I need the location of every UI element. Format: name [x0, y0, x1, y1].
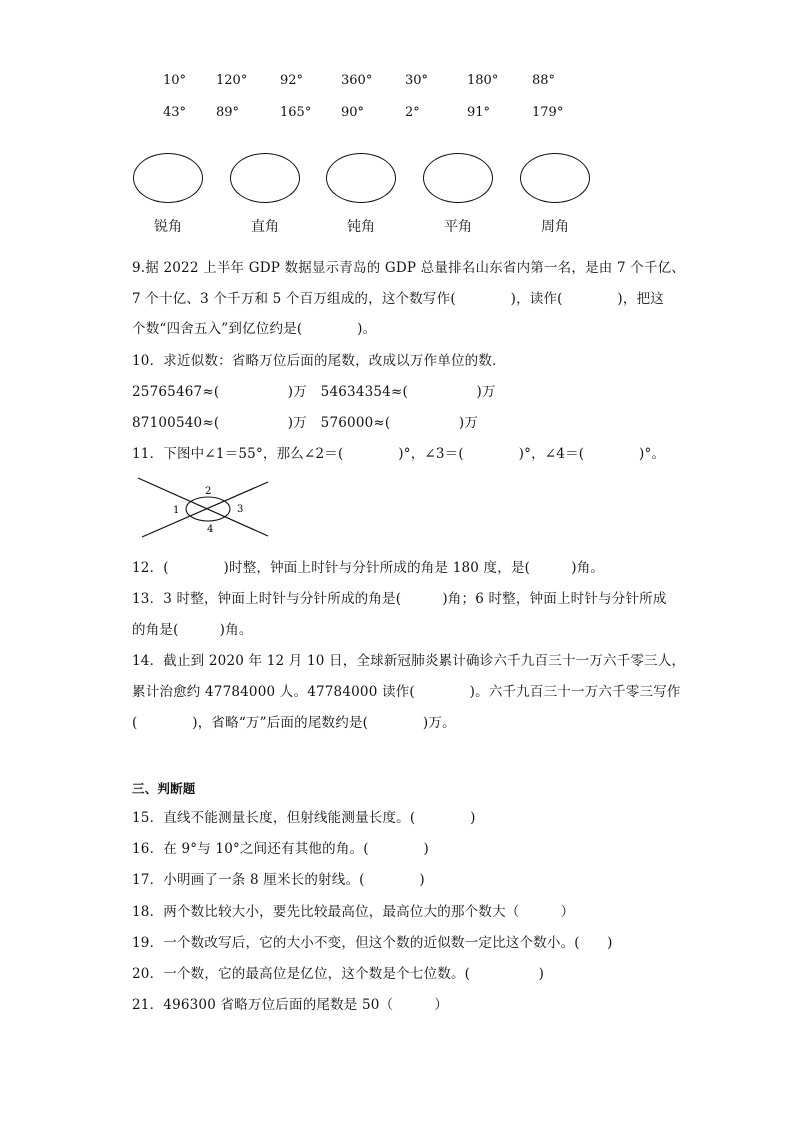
- right-angle-ellipse[interactable]: [230, 153, 300, 203]
- question-line: ( )，省略“万”后面的尾数约是( )万。: [132, 715, 456, 731]
- angle-value: 89°: [216, 105, 240, 120]
- judgment-item: 16．在 9°与 10°之间还有其他的角。( ): [132, 841, 429, 857]
- question-line: 25765467≈( )万 54634354≈( )万: [132, 384, 496, 400]
- question-title: 10．求近似数：省略万位后面的尾数，改成以万作单位的数．: [132, 353, 506, 369]
- angle-value: 90°: [341, 105, 365, 120]
- angle-value: 10°: [163, 73, 187, 88]
- obtuse-angle-ellipse[interactable]: [326, 153, 396, 203]
- category-label: 直角: [251, 219, 279, 235]
- judgment-item: 17．小明画了一条 8 厘米长的射线。( ): [132, 872, 425, 888]
- angle-label-3: 3: [237, 504, 244, 515]
- judgment-item: 15．直线不能测量长度，但射线能测量长度。( ): [132, 810, 476, 826]
- angle-label-4: 4: [207, 524, 214, 535]
- full-angle-ellipse[interactable]: [520, 153, 590, 203]
- question-12: 12．( )时整，钟面上时针与分针所成的角是 180 度，是( )角。: [132, 560, 605, 576]
- angle-value: 30°: [405, 73, 429, 88]
- question-line: 7 个十亿、3 个千万和 5 个百万组成的，这个数写作( )，读作( )，把这: [132, 291, 664, 307]
- acute-angle-ellipse[interactable]: [133, 153, 203, 203]
- angle-value: 120°: [216, 73, 248, 88]
- section-title: 三、判断题: [132, 781, 196, 796]
- question-line: 87100540≈( )万 576000≈( )万: [132, 415, 479, 431]
- angle-label-1: 1: [173, 505, 180, 516]
- category-label: 钝角: [347, 219, 375, 235]
- category-label: 平角: [444, 219, 472, 235]
- angle-value: 43°: [163, 105, 187, 120]
- line-a: [138, 478, 268, 536]
- question-line: 个数“四舍五入”到亿位约是( )。: [132, 321, 377, 337]
- angle-value: 360°: [341, 73, 373, 88]
- angle-value: 92°: [280, 73, 304, 88]
- angle-label-2: 2: [205, 486, 212, 497]
- category-label: 周角: [541, 219, 569, 235]
- question-line: 9.据 2022 上半年 GDP 数据显示青岛的 GDP 总量排名山东省内第一名，是由 7 个千亿、: [132, 260, 686, 276]
- question-line: 13．3 时整，钟面上时针与分针所成的角是( )角；6 时整，钟面上时针与分针所成: [132, 591, 667, 607]
- question-line: 11．下图中∠1＝55°，那么∠2＝( )°，∠3＝( )°，∠4＝( )°。: [132, 446, 666, 462]
- category-label: 锐角: [154, 219, 182, 235]
- intersecting-lines-figure: [135, 474, 275, 544]
- judgment-item: 20．一个数，它的最高位是亿位，这个数是个七位数。( ): [132, 966, 545, 982]
- question-line: 累计治愈约 47784000 人。47784000 读作( )。六千九百三十一万六千零三写作: [132, 684, 681, 700]
- angle-value: 2°: [405, 105, 420, 120]
- question-line: 14．截止到 2020 年 12 月 10 日，全球新冠肺炎累计确诊六千九百三十一万六千零三人，: [132, 653, 686, 669]
- straight-angle-ellipse[interactable]: [423, 153, 493, 203]
- angle-value: 88°: [532, 73, 556, 88]
- judgment-item: 18．两个数比较大小，要先比较最高位，最高位大的那个数大（ ）: [132, 904, 575, 920]
- angle-value: 179°: [532, 105, 564, 120]
- judgment-item: 19．一个数改写后，它的大小不变，但这个数的近似数一定比这个数小。( ): [132, 935, 613, 951]
- angle-value: 180°: [467, 73, 499, 88]
- judgment-item: 21．496300 省略万位后面的尾数是 50（ ）: [132, 997, 449, 1013]
- question-line: 的角是( )角。: [132, 622, 253, 638]
- angle-value: 91°: [467, 105, 491, 120]
- angle-value: 165°: [280, 105, 312, 120]
